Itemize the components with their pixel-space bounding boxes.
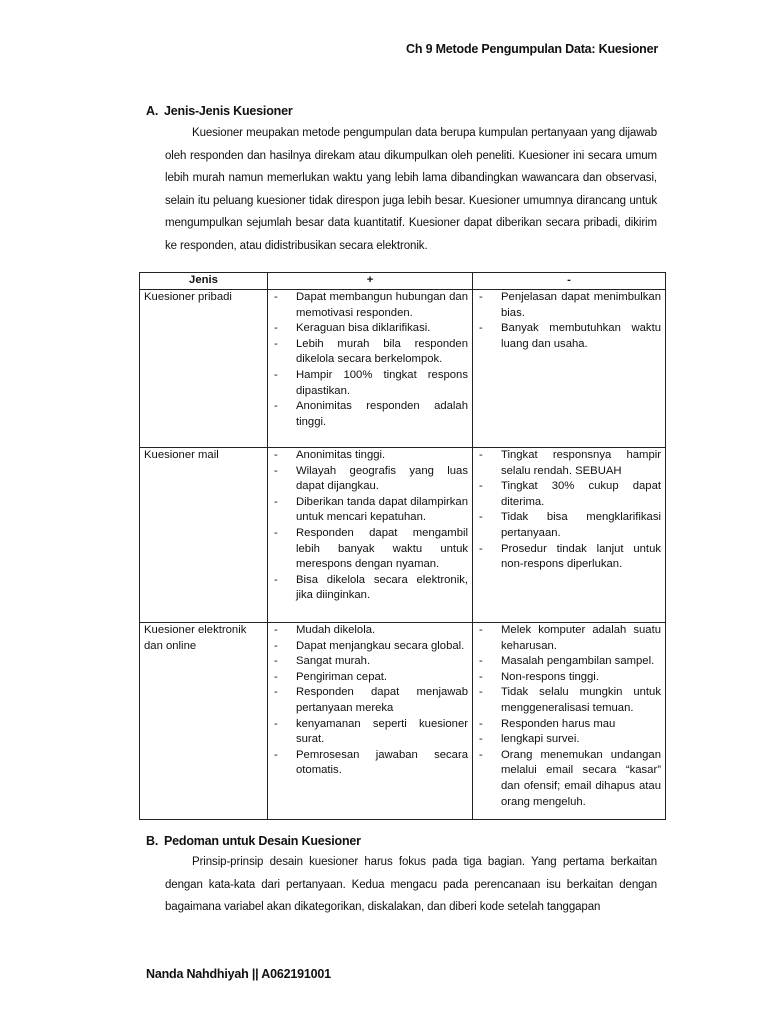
list-item: - Tingkat responsnya hampir selalu rendah. SEBUAH: [477, 448, 661, 479]
advantages-cell: [268, 448, 473, 623]
disadvantages-cell: [473, 448, 666, 623]
list-item: - Tidak selalu mungkin untuk menggeneralisasi temuan.: [477, 685, 661, 716]
section-b-paragraph: [165, 851, 657, 919]
disadvantages-cell: [473, 623, 666, 820]
advantages-list: [272, 623, 468, 779]
disadvantages-cell: [473, 290, 666, 448]
advantages-list: [272, 290, 468, 430]
list-item: - Penjelasan dapat menimbulkan bias.: [477, 290, 661, 321]
list-item: - Orang menemukan undangan melalui email secara “kasar” dan ofensif; email dihapus atau orang mengeluh.: [477, 748, 661, 810]
section-b-number: B.: [146, 834, 159, 848]
list-item: - Bisa dikelola secara elektronik, jika diinginkan.: [272, 573, 468, 604]
header-plus: +: [268, 273, 473, 290]
table-row: [140, 448, 666, 623]
list-item: - Sangat murah.: [272, 654, 468, 670]
list-item: - Prosedur tindak lanjut untuk non-respons diperlukan.: [477, 542, 661, 573]
disadvantages-list: [477, 290, 661, 352]
disadvantages-list: [477, 448, 661, 573]
row-type-label: Kuesioner pribadi: [140, 290, 268, 448]
list-item: - Responden dapat menjawab pertanyaan mereka: [272, 685, 468, 716]
section-a-heading: Jenis-Jenis Kuesioner: [164, 104, 293, 118]
section-a-paragraph: [165, 122, 657, 258]
list-item: - Wilayah geografis yang luas dapat dijangkau.: [272, 464, 468, 495]
list-item: - Tidak bisa mengklarifikasi pertanyaan.: [477, 510, 661, 541]
list-item: - Banyak membutuhkan waktu luang dan usaha.: [477, 321, 661, 352]
list-item: - Melek komputer adalah suatu keharusan.: [477, 623, 661, 654]
section-a-number: A.: [146, 104, 159, 118]
list-item: - Anonimitas responden adalah tinggi.: [272, 399, 468, 430]
list-item: - Masalah pengambilan sampel.: [477, 654, 661, 670]
table-header-row: [140, 273, 666, 290]
list-item: - Pengiriman cepat.: [272, 670, 468, 686]
questionnaire-types-table: [139, 272, 666, 820]
list-item: - Diberikan tanda dapat dilampirkan untuk mencari kepatuhan.: [272, 495, 468, 526]
advantages-cell: [268, 623, 473, 820]
list-item: - Non-respons tinggi.: [477, 670, 661, 686]
list-item: - Anonimitas tinggi.: [272, 448, 468, 464]
section-a-title: [146, 104, 293, 118]
list-item: - Mudah dikelola.: [272, 623, 468, 639]
section-a-text: Kuesioner meupakan metode pengumpulan data berupa kumpulan pertanyaan yang dijawab oleh responden dan hasilnya direkam atau dikumpulkan oleh peneliti. Kuesioner ini secara umum lebih murah namun memerlukan waktu yang lebih lama dibandingkan wawancara dan observasi, selain itu peluang kuesioner tidak direspon juga lebih besar. Kuesioner umumnya dirancang untuk mengumpulkan sejumlah besar data kuantitatif. Kuesioner dapat diberikan secara pribadi, dikirim ke responden, atau didistribusikan secara elektronik.: [165, 127, 657, 252]
list-item: - Dapat membangun hubungan dan memotivasi responden.: [272, 290, 468, 321]
header-minus: -: [473, 273, 666, 290]
list-item: - Keraguan bisa diklarifikasi.: [272, 321, 468, 337]
row-type-label: Kuesioner mail: [140, 448, 268, 623]
disadvantages-list: [477, 623, 661, 810]
list-item: - Responden dapat mengambil lebih banyak waktu untuk merespons dengan nyaman.: [272, 526, 468, 573]
list-item: - Pemrosesan jawaban secara otomatis.: [272, 748, 468, 779]
page-footer: Nanda Nahdhiyah || A062191001: [146, 967, 331, 981]
list-item: - Tingkat 30% cukup dapat diterima.: [477, 479, 661, 510]
table-row: [140, 623, 666, 820]
header-jenis: Jenis: [140, 273, 268, 290]
advantages-cell: [268, 290, 473, 448]
list-item: - Dapat menjangkau secara global.: [272, 639, 468, 655]
list-item: - Lebih murah bila responden dikelola secara berkelompok.: [272, 337, 468, 368]
row-type-label: Kuesioner elektronik dan online: [140, 623, 268, 820]
list-item: - kenyamanan seperti kuesioner surat.: [272, 717, 468, 748]
list-item: - Hampir 100% tingkat respons dipastikan.: [272, 368, 468, 399]
list-item: - Responden harus mau: [477, 717, 661, 733]
list-item: - lengkapi survei.: [477, 732, 661, 748]
advantages-list: [272, 448, 468, 604]
table-row: [140, 290, 666, 448]
section-b-heading: Pedoman untuk Desain Kuesioner: [164, 834, 361, 848]
section-b-title: [146, 834, 361, 848]
section-b-text: Prinsip-prinsip desain kuesioner harus fokus pada tiga bagian. Yang pertama berkaitan dengan kata-kata dari pertanyaan. Kedua mengacu pada perencanaan isu berkaitan dengan bagaimana variabel akan dikategorikan, diskalakan, dan diberi kode setelah tanggapan: [165, 856, 657, 914]
page-header: Ch 9 Metode Pengumpulan Data: Kuesioner: [406, 42, 658, 56]
